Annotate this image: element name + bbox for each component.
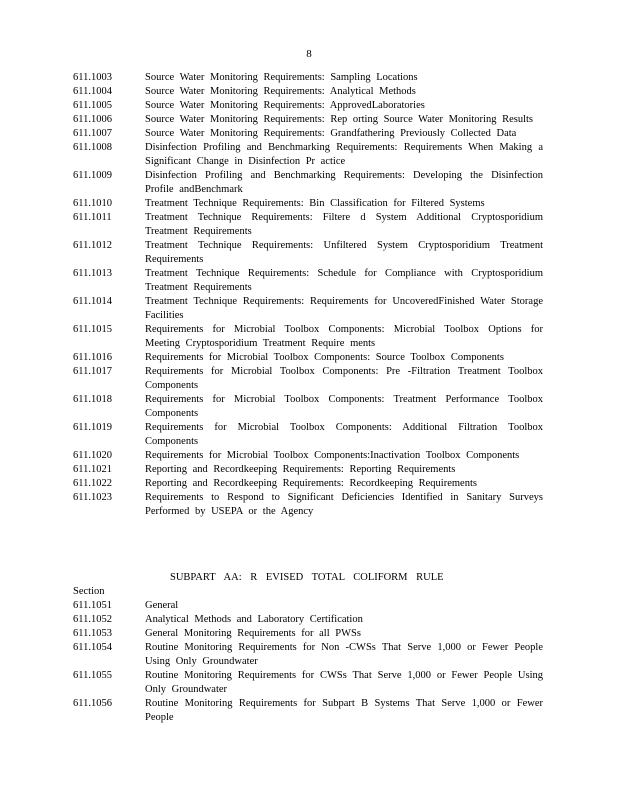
- toc-entry: [73, 99, 543, 113]
- page-number: 8: [306, 48, 312, 60]
- toc-entry: [73, 491, 543, 519]
- toc-entry: [73, 141, 543, 169]
- toc-entry: [73, 323, 543, 351]
- subpart-heading: SUBPART AA: R EVISED TOTAL COLIFORM RULE: [170, 572, 444, 583]
- table-of-contents-part2: [73, 599, 543, 725]
- section-title: Treatment Technique Requirements: Filtere d System Additional Cryptosporidium Treatment Requirements: [145, 212, 543, 237]
- toc-entry: [73, 641, 543, 669]
- toc-entry: [73, 351, 543, 365]
- toc-entry: [73, 477, 543, 491]
- section-number: 611.1022: [73, 478, 112, 489]
- section-title: Analytical Methods and Laboratory Certification: [145, 614, 363, 625]
- section-number: 611.1005: [73, 100, 112, 111]
- toc-entry: [73, 599, 543, 613]
- section-number: 611.1052: [73, 614, 112, 625]
- toc-entry: [73, 669, 543, 697]
- section-title: Reporting and Recordkeeping Requirements: Reporting Requirements: [145, 464, 456, 475]
- section-number: 611.1020: [73, 450, 112, 461]
- toc-entry: [73, 295, 543, 323]
- section-number: 611.1003: [73, 72, 112, 83]
- toc-entry: [73, 267, 543, 295]
- section-title: General Monitoring Requirements for all PWSs: [145, 628, 361, 639]
- toc-entry: [73, 239, 543, 267]
- section-number: 611.1053: [73, 628, 112, 639]
- section-number: 611.1017: [73, 366, 112, 377]
- section-title: Requirements for Microbial Toolbox Components: Source Toolbox Components: [145, 352, 504, 363]
- section-title: Routine Monitoring Requirements for Non -CWSs That Serve 1,000 or Fewer People Using Only Groundwater: [145, 642, 543, 667]
- toc-entry: [73, 627, 543, 641]
- section-title: General: [145, 600, 179, 611]
- section-number: 611.1014: [73, 296, 112, 307]
- section-number: 611.1012: [73, 240, 112, 251]
- section-title: Treatment Technique Requirements: Schedule for Compliance with Cryptosporidium Treatment Requirements: [145, 268, 543, 293]
- section-label: Section: [73, 586, 105, 597]
- section-number: 611.1016: [73, 352, 112, 363]
- section-number: 611.1004: [73, 86, 112, 97]
- section-number: 611.1010: [73, 198, 112, 209]
- section-number: 611.1008: [73, 142, 112, 153]
- toc-entry: [73, 71, 543, 85]
- toc-entry: [73, 365, 543, 393]
- toc-entry: [73, 697, 543, 725]
- section-title: Treatment Technique Requirements: Bin Classification for Filtered Systems: [145, 198, 485, 209]
- section-title: Requirements for Microbial Toolbox Components: Treatment Performance Toolbox Components: [145, 394, 543, 419]
- section-number: 611.1055: [73, 670, 112, 681]
- toc-entry: [73, 169, 543, 197]
- section-number: 611.1054: [73, 642, 112, 653]
- toc-entry: [73, 421, 543, 449]
- section-title: Requirements to Respond to Significant Deficiencies Identified in Sanitary Surveys Performed by USEPA or the Agency: [145, 492, 543, 517]
- section-number: 611.1013: [73, 268, 112, 279]
- toc-entry: [73, 197, 543, 211]
- toc-entry: [73, 449, 543, 463]
- section-number: 611.1021: [73, 464, 112, 475]
- section-title: Source Water Monitoring Requirements: Sampling Locations: [145, 72, 418, 83]
- section-number: 611.1056: [73, 698, 112, 709]
- toc-entry: [73, 113, 543, 127]
- section-number: 611.1019: [73, 422, 112, 433]
- section-title: Treatment Technique Requirements: Requirements for UncoveredFinished Water Storage Facilities: [145, 296, 543, 321]
- toc-entry: [73, 127, 543, 141]
- toc-entry: [73, 463, 543, 477]
- section-title: Disinfection Profiling and Benchmarking Requirements: Requirements When Making a Significant Change in Disinfection Pr actice: [145, 142, 543, 167]
- section-title: Requirements for Microbial Toolbox Components:Inactivation Toolbox Components: [145, 450, 520, 461]
- section-number: 611.1018: [73, 394, 112, 405]
- section-title: Disinfection Profiling and Benchmarking Requirements: Developing the Disinfection Profile andBenchmark: [145, 170, 543, 195]
- section-number: 611.1006: [73, 114, 112, 125]
- section-number: 611.1009: [73, 170, 112, 181]
- section-title: Routine Monitoring Requirements for CWSs That Serve 1,000 or Fewer People Using Only Groundwater: [145, 670, 543, 695]
- section-title: Source Water Monitoring Requirements: Analytical Methods: [145, 86, 416, 97]
- section-title: Requirements for Microbial Toolbox Components: Pre -Filtration Treatment Toolbox Components: [145, 366, 543, 391]
- section-title: Requirements for Microbial Toolbox Components: Additional Filtration Toolbox Components: [145, 422, 543, 447]
- section-number: 611.1007: [73, 128, 112, 139]
- toc-entry: [73, 85, 543, 99]
- table-of-contents-part1: [73, 71, 543, 519]
- section-title: Source Water Monitoring Requirements: Grandfathering Previously Collected Data: [145, 128, 517, 139]
- section-number: 611.1051: [73, 600, 112, 611]
- section-title: Source Water Monitoring Requirements: Rep orting Source Water Monitoring Results: [145, 114, 533, 125]
- section-title: Reporting and Recordkeeping Requirements: Recordkeeping Requirements: [145, 478, 477, 489]
- section-title: Requirements for Microbial Toolbox Components: Microbial Toolbox Options for Meeting Cryptosporidium Treatment Require ments: [145, 324, 543, 349]
- toc-entry: [73, 393, 543, 421]
- section-number: 611.1015: [73, 324, 112, 335]
- section-title: Treatment Technique Requirements: Unfiltered System Cryptosporidium Treatment Requirements: [145, 240, 543, 265]
- toc-entry: [73, 613, 543, 627]
- section-number: 611.1023: [73, 492, 112, 503]
- section-title: Source Water Monitoring Requirements: ApprovedLaboratories: [145, 100, 425, 111]
- section-title: Routine Monitoring Requirements for Subpart B Systems That Serve 1,000 or Fewer People: [145, 698, 543, 723]
- toc-entry: [73, 211, 543, 239]
- section-number: 611.1011: [73, 212, 112, 223]
